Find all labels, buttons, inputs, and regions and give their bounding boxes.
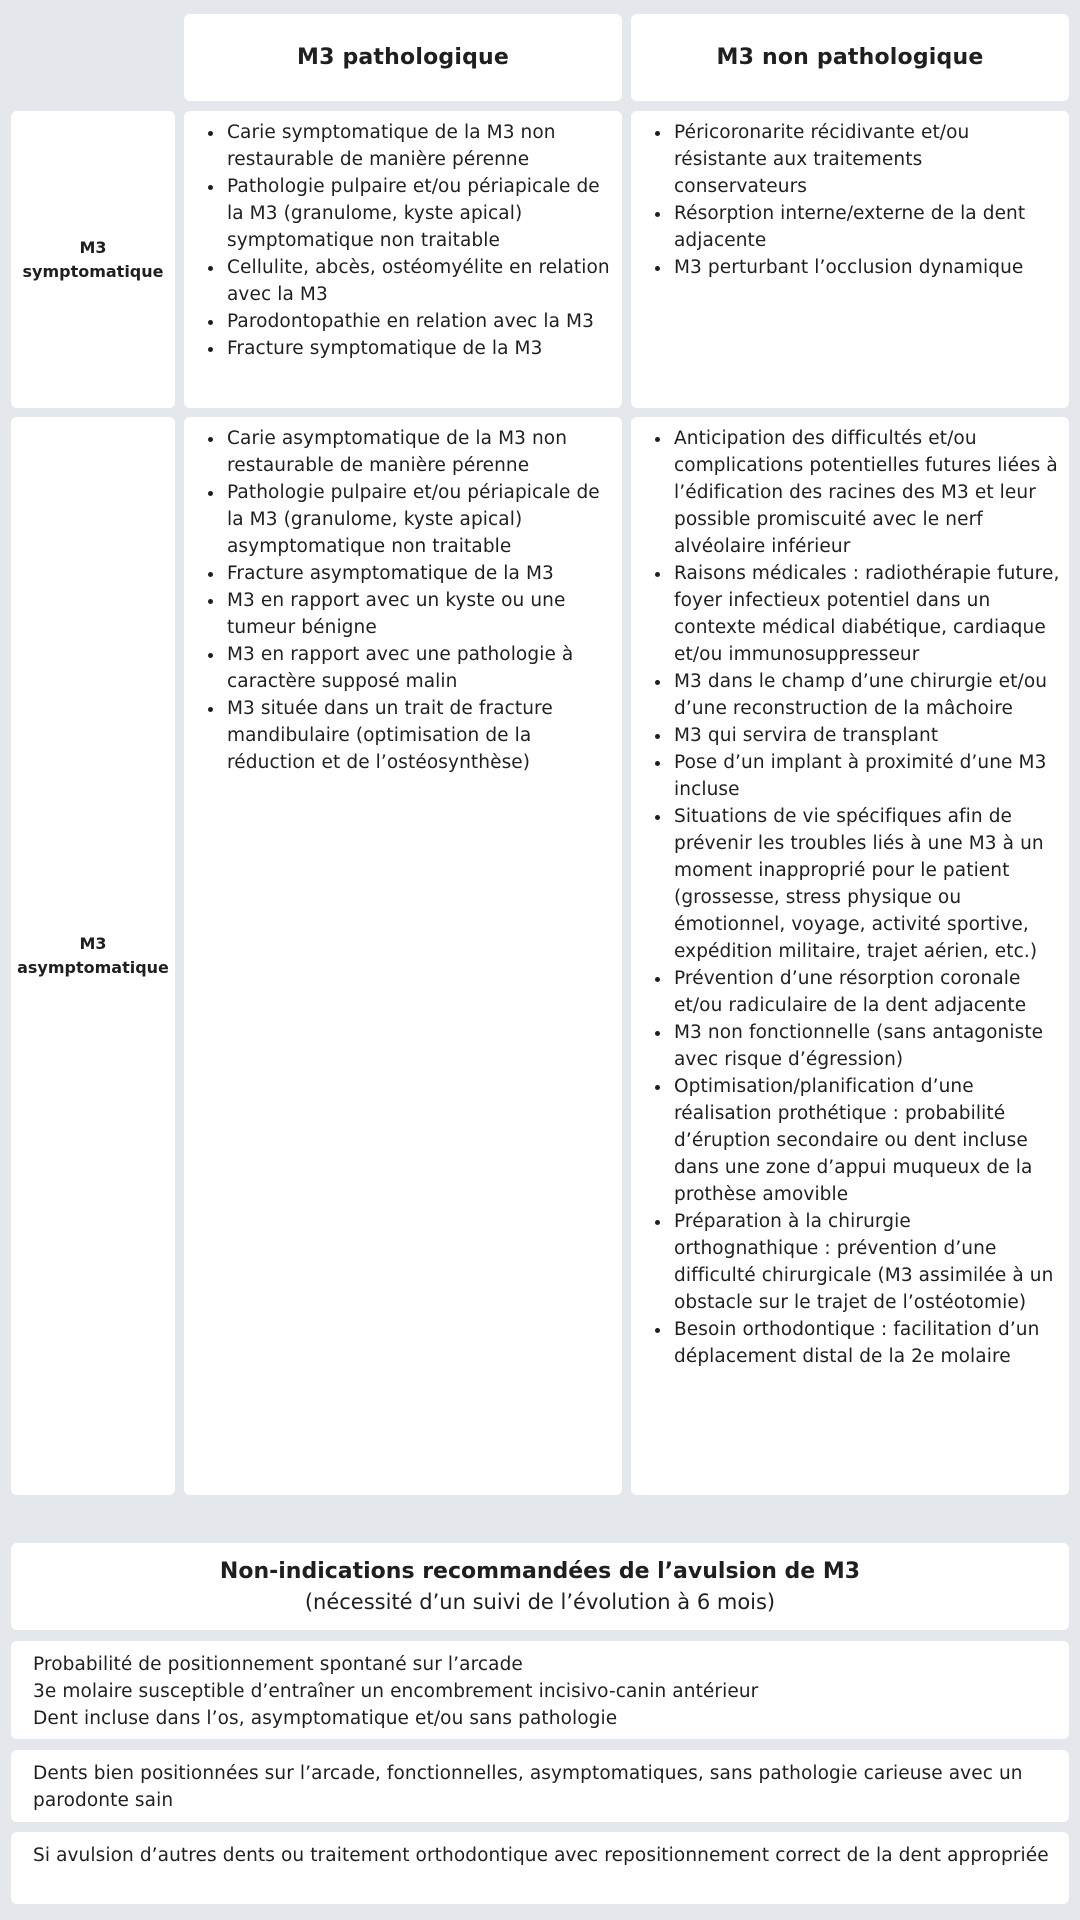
list-item: • Pose d’un implant à proximité d’une M3 incluse (672, 749, 1061, 803)
list-item: • Fracture asymptomatique de la M3 (225, 560, 614, 587)
column-header-non-pathologique (631, 14, 1069, 101)
list-item: • Parodontopathie en relation avec la M3 (225, 308, 614, 335)
non-indication-box-1 (11, 1641, 1069, 1739)
list-item: • M3 en rapport avec une pathologie à caractère supposé malin (225, 641, 614, 695)
list-item: • Pathologie pulpaire et/ou périapicale de la M3 (granulome, kyste apical) symptomatique non traitable (225, 173, 614, 254)
list-item: • M3 située dans un trait de fracture mandibulaire (optimisation de la réduction et de l’ostéosynthèse) (225, 695, 614, 776)
row-header-label: M3 asymptomatique (17, 934, 169, 977)
cell-asymptomatique-non-pathologique (631, 417, 1069, 1495)
note-line: Dents bien positionnées sur l’arcade, fonctionnelles, asymptomatiques, sans pathologie carieuse avec un parodonte sain (33, 1763, 1023, 1811)
list-item: • Besoin orthodontique : facilitation d’un déplacement distal de la 2e molaire (672, 1316, 1061, 1370)
list-item: • M3 perturbant l’occlusion dynamique (672, 254, 1061, 281)
criteria-list (192, 425, 614, 776)
row-header-asymptomatique (11, 417, 175, 1495)
note-line: Probabilité de positionnement spontané sur l’arcade (33, 1654, 523, 1675)
list-item: • Situations de vie spécifiques afin de prévenir les troubles liés à une M3 à un moment inapproprié pour le patient (grossesse, stress physique ou émotionnel, voyage, activité sportive, expédition militaire, trajet aérien, etc.) (672, 803, 1061, 965)
list-item: • Carie symptomatique de la M3 non restaurable de manière pérenne (225, 119, 614, 173)
section-subtitle: (nécessité d’un suivi de l’évolution à 6 mois) (304, 1589, 776, 1614)
column-header-label: M3 non pathologique (716, 45, 984, 70)
row-header-symptomatique (11, 111, 175, 408)
criteria-list (192, 119, 614, 362)
criteria-list (639, 119, 1061, 281)
list-item: • Résorption interne/externe de la dent adjacente (672, 200, 1061, 254)
note-line: Si avulsion d’autres dents ou traitement orthodontique avec repositionnement correct de la dent appropriée (33, 1845, 1049, 1866)
row-header-label: M3 symptomatique (22, 237, 164, 281)
section-title: Non-indications recommandées de l’avulsion de M3 (219, 1558, 861, 1584)
list-item: • M3 qui servira de transplant (672, 722, 1061, 749)
list-item: • M3 en rapport avec un kyste ou une tumeur bénigne (225, 587, 614, 641)
list-item: • Anticipation des difficultés et/ou complications potentielles futures liées à l’édification des racines des M3 et leur possible promiscuité avec le nerf alvéolaire inférieur (672, 425, 1061, 560)
non-indications-header (11, 1543, 1069, 1630)
non-indication-box-2 (11, 1750, 1069, 1822)
cell-symptomatique-pathologique (184, 111, 622, 408)
list-item: • Pathologie pulpaire et/ou périapicale de la M3 (granulome, kyste apical) asymptomatique non traitable (225, 479, 614, 560)
cell-asymptomatique-pathologique (184, 417, 622, 1495)
list-item: • Carie asymptomatique de la M3 non restaurable de manière pérenne (225, 425, 614, 479)
criteria-list (639, 425, 1061, 1370)
cell-symptomatique-non-pathologique (631, 111, 1069, 408)
list-item: • Péricoronarite récidivante et/ou résistante aux traitements conservateurs (672, 119, 1061, 200)
list-item: • Raisons médicales : radiothérapie future, foyer infectieux potentiel dans un contexte médical diabétique, cardiaque et/ou immunosuppresseur (672, 560, 1061, 668)
non-indication-box-3 (11, 1832, 1069, 1904)
list-item: • Préparation à la chirurgie orthognathique : prévention d’une difficulté chirurgicale (M3 assimilée à un obstacle sur le trajet de l’ostéotomie) (672, 1208, 1061, 1316)
list-item: • Cellulite, abcès, ostéomyélite en relation avec la M3 (225, 254, 614, 308)
note-line: Dent incluse dans l’os, asymptomatique et/ou sans pathologie (33, 1708, 618, 1729)
note-line: 3e molaire susceptible d’entraîner un encombrement incisivo-canin antérieur (33, 1681, 759, 1702)
list-item: • Fracture symptomatique de la M3 (225, 335, 614, 362)
column-header-label: M3 pathologique (296, 45, 510, 70)
list-item: • Optimisation/planification d’une réalisation prothétique : probabilité d’éruption secondaire ou dent incluse dans une zone d’appui muqueux de la prothèse amovible (672, 1073, 1061, 1208)
column-header-pathologique (184, 14, 622, 101)
list-item: • Prévention d’une résorption coronale et/ou radiculaire de la dent adjacente (672, 965, 1061, 1019)
list-item: • M3 dans le champ d’une chirurgie et/ou d’une reconstruction de la mâchoire (672, 668, 1061, 722)
list-item: • M3 non fonctionnelle (sans antagoniste avec risque d’égression) (672, 1019, 1061, 1073)
